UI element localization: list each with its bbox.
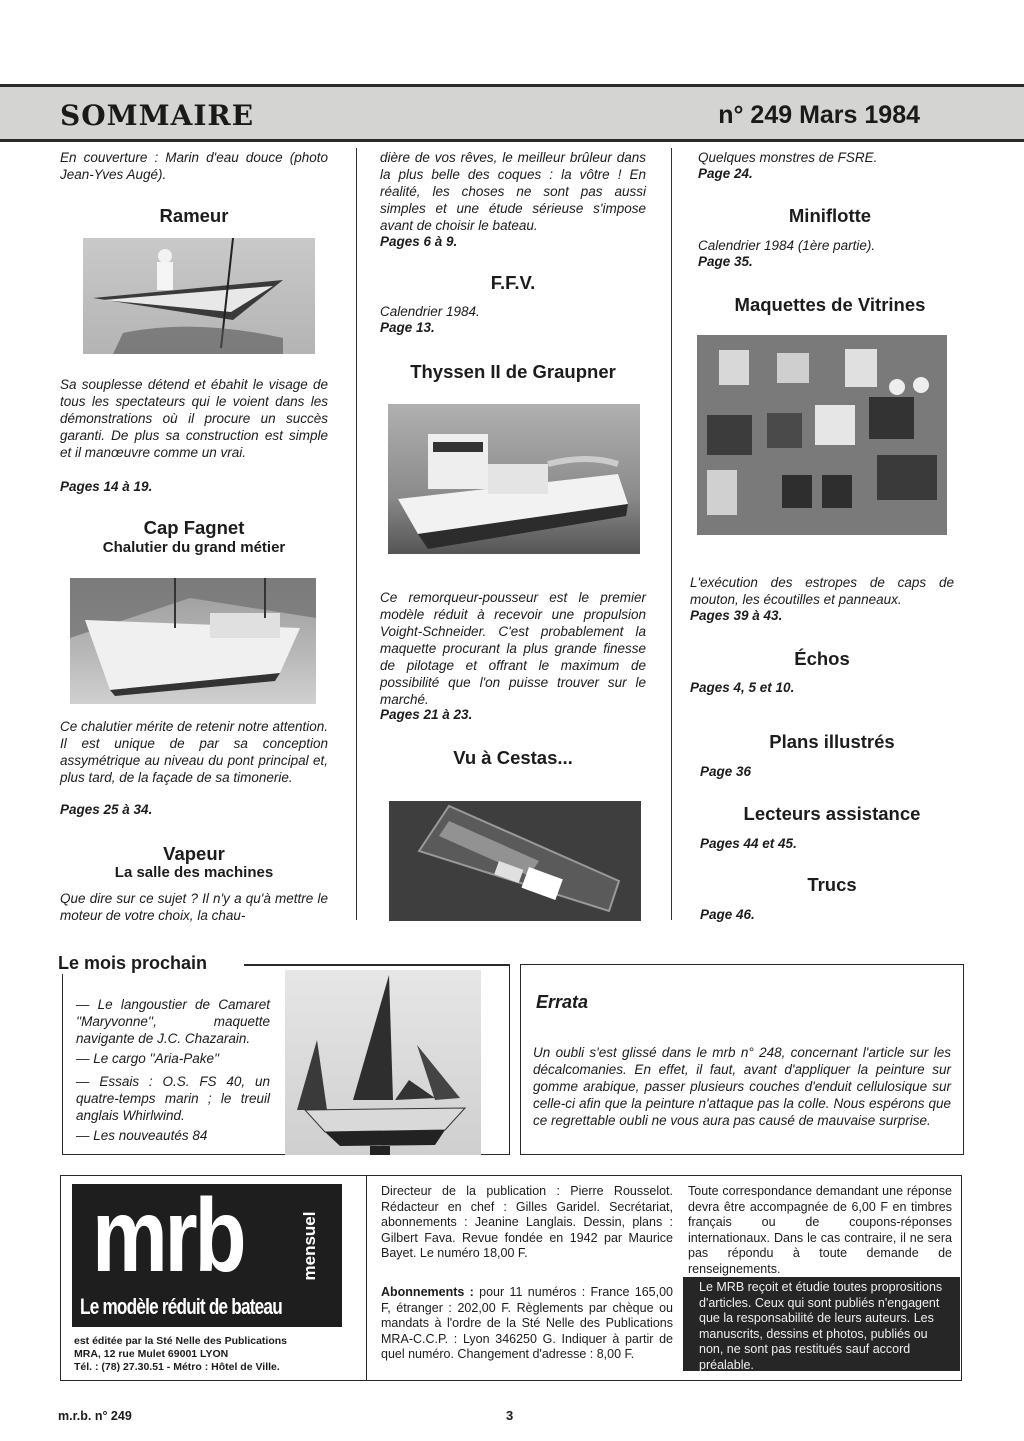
thyssen-pages: Pages 21 à 23.	[380, 707, 473, 722]
subheading-cap-fagnet: Chalutier du grand métier	[102, 539, 286, 556]
submissions-notice: Le MRB reçoit et étudie toutes proprositions d'articles. Ceux qui sont publiés n'engagent que la responsabilité de leurs auteurs. Les manuscrits, dessins et photos, publiés ou non, ne sont pas restitués sauf accord préalable.	[699, 1280, 943, 1372]
ffv-description: Calendrier 1984.	[380, 304, 480, 319]
errata-title: Errata	[536, 992, 589, 1012]
fsre-description: Quelques monstres de FSRE.	[698, 150, 878, 165]
credits-text: Directeur de la publication : Pierre Rousselot. Rédacteur en chef : Gilles Garidel. Secrétariat, abonnements : Jeanine Langlais. Dessin, plans : Gilbert Fava. Revue fondée en 1942 par Maurice Bayet. Le numéro 18,00 F.	[381, 1184, 673, 1260]
photo-cap-fagnet	[70, 578, 316, 704]
issue-number: n° 249 Mars 1984	[718, 101, 920, 129]
echos-pages: Pages 4, 5 et 10.	[690, 680, 795, 695]
photo-thyssen	[388, 404, 640, 554]
next-month-item: — Le langoustier de Camaret ''Maryvonne'', maquette navigante de J.C. Chazarain.	[76, 997, 270, 1046]
publisher-line: MRA, 12 rue Mulet 69001 LYON	[74, 1348, 229, 1360]
mrb-logo: mrb	[92, 1178, 244, 1294]
lecteurs-pages: Pages 44 et 45.	[700, 836, 797, 851]
heading-thyssen: Thyssen II de Graupner	[410, 361, 616, 382]
header-band	[0, 84, 1024, 142]
next-month-item: — Le cargo ''Aria-Pake''	[76, 1051, 220, 1066]
cover-note: En couverture : Marin d'eau douce (photo Jean-Yves Augé).	[60, 150, 328, 182]
vitrines-description: L'exécution des estropes de caps de mouton, les écoutilles et panneaux.	[690, 575, 954, 607]
publisher-info	[74, 1335, 346, 1374]
cap-fagnet-pages: Pages 25 à 34.	[60, 802, 153, 817]
column-divider	[356, 148, 357, 920]
ffv-pages: Page 13.	[380, 320, 435, 335]
footer-issue: m.r.b. n° 249	[58, 1409, 132, 1423]
next-month-item: — Essais : O.S. FS 40, un quatre-temps marin ; le treuil anglais Whirlwind.	[76, 1074, 270, 1123]
publisher-line: Tél. : (78) 27.30.51 - Métro : Hôtel de Ville.	[74, 1361, 280, 1373]
heading-vapeur: Vapeur	[163, 843, 225, 864]
vapeur-pages: Pages 6 à 9.	[380, 234, 458, 249]
heading-miniflotte: Miniflotte	[788, 205, 872, 226]
correspondence-notice: Toute correspondance demandant une réponse devra être accompagnée de 6,00 F en timbres français ou de coupons-réponses internationaux. Dans le cas contraire, il ne sera pas répondu à toute demande de renseignements.	[688, 1184, 952, 1276]
cap-fagnet-description: Ce chalutier mérite de retenir notre attention. Il est unique de par sa conception assymétrique au niveau du pont principal et, plus tard, de la façade de sa timonerie.	[60, 719, 328, 785]
subheading-vapeur: La salle des machines	[114, 864, 274, 881]
column-divider	[671, 148, 672, 920]
heading-vitrines: Maquettes de Vitrines	[734, 294, 926, 315]
vitrines-pages: Pages 39 à 43.	[690, 608, 783, 623]
heading-ffv: F.F.V.	[490, 272, 536, 293]
vapeur-continued: dière de vos rêves, le meilleur brûleur dans la plus belle des coques : la vôtre ! En réalité, les choses ne sont pas aussi simples et une étude sérieuse s'impose avant de choisir le bateau.	[380, 150, 646, 233]
trucs-pages: Page 46.	[700, 907, 755, 922]
heading-plans: Plans illustrés	[769, 731, 895, 752]
vapeur-description: Que dire sur ce sujet ? Il n'y a qu'à mettre le moteur de votre choix, la chau-	[60, 891, 328, 923]
page-title: SOMMAIRE	[60, 99, 255, 132]
miniflotte-pages: Page 35.	[698, 254, 753, 269]
next-month-item: — Les nouveautés 84	[76, 1128, 208, 1143]
heading-trucs: Trucs	[807, 874, 857, 895]
next-month-title: Le mois prochain	[58, 953, 213, 974]
masthead-divider	[366, 1175, 367, 1381]
plans-pages: Page 36	[700, 764, 752, 779]
photo-cestas	[389, 801, 641, 921]
rameur-pages: Pages 14 à 19.	[60, 479, 153, 494]
mensuel-label: mensuel	[300, 1211, 319, 1281]
heading-lecteurs: Lecteurs assistance	[743, 803, 921, 824]
heading-cestas: Vu à Cestas...	[453, 747, 573, 768]
photo-rameur	[83, 238, 315, 354]
heading-rameur: Rameur	[159, 205, 229, 226]
photo-langoustier	[285, 970, 481, 1155]
thyssen-description: Ce remorqueur-pousseur est le premier modèle réduit à recevoir une propulsion Voight-Schneider. C'est probablement la maquette procurant la plus grande finesse de pilotage et offrant le maximum de possibilité que l'on puisse trouver sur le marché.	[380, 590, 646, 707]
photo-vitrines	[697, 335, 947, 535]
publisher-line: est éditée par la Sté Nelle des Publications	[74, 1335, 287, 1347]
heading-cap-fagnet: Cap Fagnet	[143, 517, 245, 538]
mrb-logo-block	[72, 1178, 342, 1327]
subscriptions-block	[381, 1285, 673, 1363]
page-number: 3	[506, 1408, 514, 1423]
fsre-pages: Page 24.	[698, 166, 753, 181]
subscriptions-label: Abonnements :	[381, 1285, 474, 1299]
heading-echos: Échos	[794, 648, 850, 669]
next-month-rule	[244, 964, 510, 966]
errata-text: Un oubli s'est glissé dans le mrb n° 248, concernant l'article sur les décalcomanies. En effet, il faut, avant d'appliquer la peinture sur gomme arabique, passer plusieurs couches d'enduit cellulosique sur celle-ci afin que la peinture n'attaque pas la colle. Nous espérons que ce regrettable oubli ne vous aura pas causé de mauvaise surprise.	[533, 1045, 951, 1128]
rameur-description: Sa souplesse détend et ébahit le visage de tous les spectateurs qui le voient dans les démonstrations où il procure un succès garanti. De plus sa construction est simple et il manœuvre comme un vrai.	[60, 377, 328, 460]
submissions-notice-box	[683, 1277, 960, 1371]
miniflotte-description: Calendrier 1984 (1ère partie).	[698, 238, 876, 253]
subscriptions-text: pour 11 numéros : France 165,00 F, étranger : 202,00 F. Règlements par chèque ou mandats à l'ordre de la Sté Nelle des Publications MRA-C.C.P. : Lyon 346250 G. Indiquer à partir de quel numéro. Changement d'adresse : 8,00 F.	[381, 1285, 673, 1361]
mrb-tagline: Le modèle réduit de bateau	[80, 1294, 282, 1319]
